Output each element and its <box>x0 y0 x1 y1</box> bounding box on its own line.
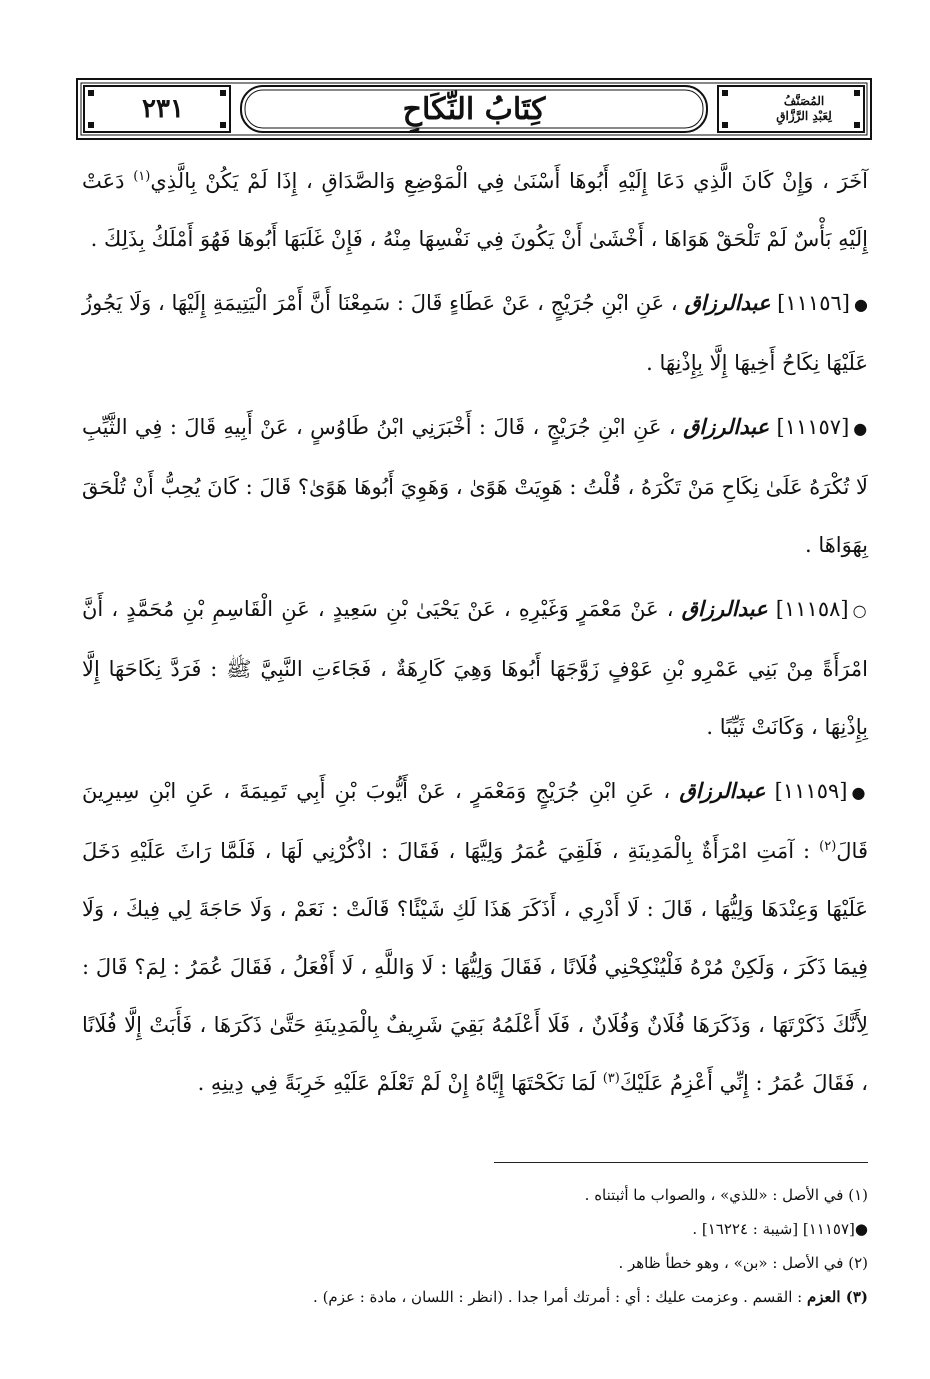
paragraph-continuation <box>82 152 868 268</box>
footnote-ref: (٣) <box>602 1071 620 1086</box>
bullet-marker: ● <box>853 295 868 314</box>
hadith-text: ، عَنْ مَعْمَرٍ وَغَيْرِهِ ، عَنْ يَحْيَىٰ بْنِ سَعِيدٍ ، عَنِ الْقَاسِمِ بْنِ مُحَمَّدٍ ، أَنَّ امْرَأَةً مِنْ بَنِي عَمْرِو بْنِ عَوْفٍ زَوَّجَهَا أَبُوهَا وَهِيَ كَارِهَةٌ ، فَجَاءَتِ النَّبِيَّ ﷺ : فَرَدَّ نِكَاحَهَا إِلَّا بِإِذْنِهَا ، وَكَانَتْ ثَيِّبًا . <box>82 597 868 739</box>
narrator-name: عبدالرزاق <box>679 778 766 803</box>
paragraph-text-rest: دَعَتْ إِلَيْهِ بَأْسٌ لَمْ تَلْحَقْ هَوَاهَا ، أَخْشَىٰ أَنْ يَكُونَ فِي نَفْسِهَا مِنْهُ ، فَإِنْ غَلَبَهَا أَبُوهَا فَهُوَ أَمْلَكُ بِذَلِكَ . <box>82 169 868 251</box>
hadith-text: ، عَنِ ابْنِ جُرَيْجٍ ، قَالَ : أَخْبَرَنِي ابْنُ طَاوُسٍ ، عَنْ أَبِيهِ قَالَ : فِي الثَّيِّبِ لَا تُكْرَهُ عَلَىٰ نِكَاحِ مَنْ تَكْرَهُ ، قُلْتُ : هَوِيَتْ هَوًىٰ ، وَهَوِيَ أَبُوهَا هَوًىٰ؟ قَالَ : كَانَ يُحِبُّ أَنْ تُلْحَقَ بِهَوَاهَا . <box>82 415 868 557</box>
footnote-ref: (١) <box>133 169 151 184</box>
logo-line-1: المُصَنَّفُ <box>783 94 825 108</box>
hadith-text-cont: : آمَتِ امْرَأَةٌ بِالْمَدِينَةِ ، فَلَقِيَ عُمَرُ وَلِيَّهَا ، فَقَالَ : اذْكُرْنِي لَهَا ، فَلَمَّا رَاثَ عَلَيْهِ دَخَلَ عَلَيْهَا وَعِنْدَهَا وَلِيُّهَا ، قَالَ : لَا أَدْرِي ، أَذَكَرَ هَذَا لَكِ شَيْئًا؟ قَالَتْ : نَعَمْ ، وَلَا حَاجَةَ لِي فِيكَ ، وَلَا فِيمَا ذَكَرَ ، وَلَكِنْ مُرْهُ فَلْيُنْكِحْنِي فُلَانًا ، فَقَالَ وَلِيُّهَا : لَا وَاللَّهِ ، لَا أَفْعَلُ ، فَقَالَ عُمَرُ : لِمَ؟ قَالَ : لِأَنَّكَ ذَكَرْتَهَا ، وَذَكَرَهَا فُلَانٌ وَفُلَانٌ ، فَلَا أَعْلَمُهُ بَقِيَ شَرِيفٌ بِالْمَدِينَةِ حَتَّىٰ ذَكَرَهَا ، فَأَبَتْ إِلَّا فُلَانًا ، فَقَالَ عُمَرُ : إِنِّي أَعْزِمُ عَلَيْكَ <box>82 839 868 1095</box>
source-reference <box>82 1212 868 1246</box>
logo-line-2: لِعَبْدِ الرَّزَّاقِ <box>776 109 832 123</box>
hadith-number: [١١١٥٦] <box>777 291 850 315</box>
hadith-text: ، عَنِ ابْنِ جُرَيْجٍ ، عَنْ عَطَاءٍ قَالَ : سَمِعْنَا أَنَّ أَمْرَ الْيَتِيمَةِ إِلَيْهَا ، وَلَا يَجُوزُ عَلَيْهَا نِكَاحُ أَخِيهَا إِلَّا بِإِذْنِهَا . <box>82 291 868 375</box>
narrator-name: عبدالرزاق <box>681 596 768 621</box>
footnote-term: (٣) العزم <box>806 1288 868 1306</box>
paragraph-text: آخَرَ ، وَإِنْ كَانَ الَّذِي دَعَا إِلَيْهِ أَبُوهَا أَسْنَىٰ فِي الْمَوْضِعِ وَالصَّدَاقِ ، إِذَا لَمْ يَكُنْ بِالَّذِي <box>150 169 869 193</box>
hadith-number: [١١١٥٨] <box>775 597 849 621</box>
bullet-marker: ● <box>851 783 868 802</box>
footnotes <box>82 1178 868 1314</box>
bullet-marker: ● <box>854 1220 868 1238</box>
footnote-2: (٢) في الأصل : «بن» ، وهو خطأ ظاهر . <box>618 1254 868 1272</box>
book-logo <box>746 84 862 134</box>
hadith-11156 <box>82 274 868 392</box>
hadith-number: [١١١٥٧] <box>776 415 850 439</box>
page-header <box>76 78 872 140</box>
hadith-11159 <box>82 762 868 1112</box>
main-text <box>82 152 868 1118</box>
hadith-11157 <box>82 398 868 574</box>
footnote-ref: (٢) <box>819 839 837 854</box>
circle-marker: ○ <box>852 601 868 620</box>
footnote-definition: : القسم . وعزمت عليك : أي : أمرتك أمرا جدا . (انظر : اللسان ، مادة : عزم) . <box>313 1288 803 1306</box>
footnote-1: (١) في الأصل : «للذي» ، والصواب ما أثبتناه . <box>584 1186 868 1204</box>
hadith-11158 <box>82 580 868 756</box>
narrator-name: عبدالرزاق <box>684 290 771 315</box>
hadith-number: [١١١٥٩] <box>774 779 848 803</box>
narrator-name: عبدالرزاق <box>683 414 770 439</box>
chapter-title: كِتَابُ النِّكَاحِ <box>402 91 546 127</box>
footnote-divider <box>494 1162 868 1163</box>
footnote-3 <box>82 1280 868 1314</box>
reference-text: [١١١٥٧] [شيبة : ١٦٢٢٤] . <box>692 1220 855 1238</box>
bullet-marker: ● <box>853 419 868 438</box>
hadith-text: ، عَنِ ابْنِ جُرَيْجٍ وَمَعْمَرٍ ، عَنْ أَيُّوبَ بْنِ أَبِي تَمِيمَةَ ، عَنِ ابْنِ سِيرِينَ قَالَ <box>82 779 868 863</box>
page-number: ٢٣١ <box>142 94 184 124</box>
hadith-text-end: لَمَا نَكَحْتَهَا إِيَّاهُ إِنْ لَمْ تَعْلَمْ عَلَيْهِ خَرِبَةً فِي دِينِهِ . <box>197 1071 603 1095</box>
